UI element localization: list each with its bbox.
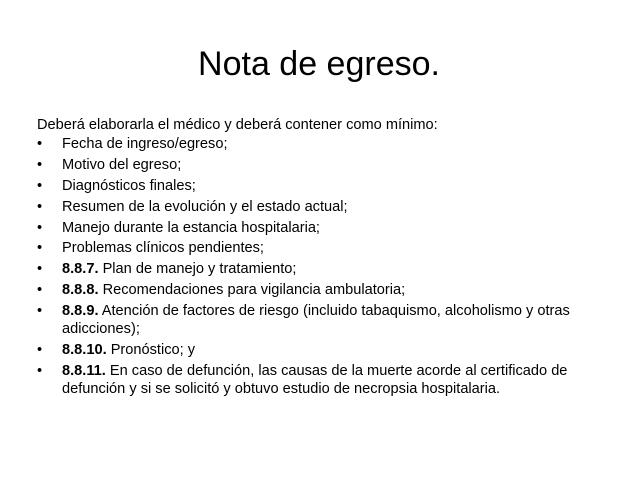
bullet-icon: •	[37, 219, 43, 236]
list-item	[37, 135, 605, 153]
item-text: Atención de factores de riesgo (incluido tabaquismo, alcoholismo y otras adicciones);	[62, 302, 570, 338]
list-item	[37, 239, 605, 257]
list-item	[37, 260, 605, 278]
list-item	[37, 177, 605, 195]
item-code: 8.8.8.	[62, 281, 99, 298]
item-code: 8.8.9.	[62, 302, 99, 319]
list-item	[37, 362, 605, 399]
intro-text: Deberá elaborarla el médico y deberá contener como mínimo:	[37, 117, 438, 133]
item-text: Problemas clínicos pendientes;	[62, 240, 264, 257]
list-item	[37, 281, 605, 299]
bullet-icon: •	[37, 302, 43, 319]
bullet-icon: •	[37, 198, 43, 215]
item-text: Motivo del egreso;	[62, 157, 182, 174]
item-text: Resumen de la evolución y el estado actual;	[62, 198, 348, 215]
item-code: 8.8.10.	[62, 341, 107, 358]
item-text: Recomendaciones para vigilancia ambulatoria;	[98, 281, 406, 298]
item-code: 8.8.7.	[62, 261, 99, 278]
list-item	[37, 219, 605, 237]
list-item	[37, 341, 605, 359]
slide-body	[37, 116, 605, 401]
bullet-icon: •	[37, 362, 43, 379]
bullet-list	[37, 135, 605, 398]
list-item	[37, 156, 605, 174]
bullet-icon: •	[37, 281, 43, 298]
item-text: Manejo durante la estancia hospitalaria;	[62, 219, 320, 236]
item-code: 8.8.11.	[62, 362, 106, 379]
list-item	[37, 198, 605, 216]
list-item	[37, 302, 605, 339]
bullet-icon: •	[37, 240, 43, 257]
item-text: Pronóstico; y	[106, 341, 196, 358]
slide-title: Nota de egreso.	[198, 45, 440, 83]
bullet-icon: •	[37, 341, 43, 358]
item-text: En caso de defunción, las causas de la muerte acorde al certificado de defunción y si se solicitó y obtuvo estudio de necropsia hospitalaria.	[62, 362, 568, 398]
bullet-icon: •	[37, 178, 43, 194]
bullet-icon: •	[37, 261, 43, 278]
item-text: Diagnósticos finales;	[62, 178, 196, 194]
bullet-icon: •	[37, 157, 43, 174]
item-text: Plan de manejo y tratamiento;	[98, 261, 297, 278]
bullet-icon: •	[37, 136, 43, 153]
item-text: Fecha de ingreso/egreso;	[62, 136, 228, 153]
